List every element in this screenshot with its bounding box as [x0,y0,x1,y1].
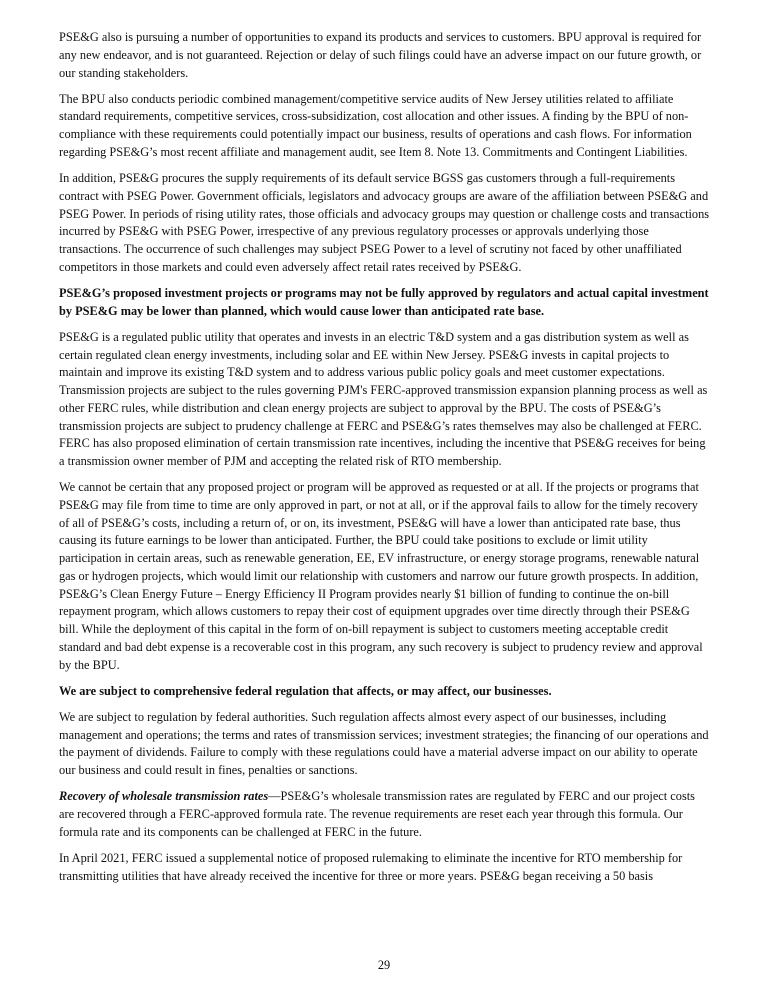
paragraph-transmission-rates [59,788,711,841]
lead-in-transmission-rates: Recovery of wholesale transmission rates [59,789,269,804]
paragraph-ferc-rulemaking: In April 2021, FERC issued a supplemental notice of proposed rulemaking to eliminate the incentive for RTO membership for transmitting utilities that have already received the incentive for three or more years. PSE&G began receiving a 50 basis [59,851,683,883]
page-number: 29 [377,958,391,972]
paragraph-federal-authorities: We are subject to regulation by federal authorities. Such regulation affects almost every aspect of our businesses, including management and operations; the terms and rates of transmission services; investment strategies; the financing of our operations and the payment of dividends. Failure to comply with these regulations could have a material adverse impact on our ability to operate our business and could result in fines, penalties or sanctions. [59,709,709,778]
heading-federal-regulation: We are subject to comprehensive federal regulation that affects, or may affect, our businesses. [59,683,552,698]
paragraph-project-approval: We cannot be certain that any proposed project or program will be approved as requested or at all. If the projects or programs that PSE&G may file from time to time are only approved in part, or not at all, or if the approval fails to allow for the timely recovery of all of PSE&G’s costs, including a return of, or on, its investment, PSE&G will have a lower than anticipated rate base, thus causing its future earnings to be lower than anticipated. Further, the BPU could take positions to exclude or limit utility participation in certain areas, such as renewable generation, EE, EV infrastructure, or energy storage programs, renewable natural gas or hydrogen projects, which would limit our relationship with customers and narrow our future growth prospects. In addition, PSE&G’s Clean Energy Future – Energy Efficiency II Program provides nearly $1 billion of funding to continue the on-bill repayment program, which allows customers to repay their cost of equipment upgrades over time directly through their PSE&G bill. While the deployment of this capital in the form of on-bill repayment is subject to customers meeting acceptable credit standard and bad debt expense is a recoverable cost in this program, any such recovery is subject to prudency review and approval by the BPU. [59,480,703,672]
document-page [59,29,711,894]
transmission-rates-body: —PSE&G’s wholesale transmission rates are regulated by FERC and our project costs are recovered through a FERC-approved formula rate. The revenue requirements are reset each year through this formula. Our formula rate and its components can be challenged at FERC in the future. [59,789,695,839]
heading-investment-projects: PSE&G’s proposed investment projects or programs may not be fully approved by regulators and actual capital investment by PSE&G may be lower than planned, which would cause lower than anticipated rate base. [59,285,709,318]
paragraph-regulated-utility: PSE&G is a regulated public utility that operates and invests in an electric T&D system and a gas distribution system as well as certain regulated clean energy investments, including solar and EE within New Jersey. PSE&G invests in capital projects to maintain and improve its existing T&D system and to address various public policy goals and meet customer expectations. Transmission projects are subject to the rules governing PJM's FERC-approved transmission expansion planning process as well as other FERC rules, while distribution and clean energy projects are subject to approval by the BPU. The costs of PSE&G’s transmission projects are subject to prudency challenge at FERC and PSE&G’s rates themselves may also be challenged at FERC. FERC has also proposed elimination of certain transmission rate incentives, including the incentive that PSE&G receives for being a transmission owner member of PJM and accepting the related risk of RTO membership. [59,329,708,469]
paragraph-bpu-approval: PSE&G also is pursuing a number of opportunities to expand its products and services to customers. BPU approval is required for any new endeavor, and is not guaranteed. Rejection or delay of such filings could have an adverse impact on our future growth, or our standing stakeholders. [59,30,702,80]
paragraph-bpu-audits: The BPU also conducts periodic combined management/competitive service audits of New Jersey utilities related to affiliate standard requirements, competitive services, cross-subsidization, cost allocation and other issues. A finding by the BPU of non-compliance with these requirements could potentially impact our business, results of operations and cash flows. For information regarding PSE&G’s most recent affiliate and management audit, see Item 8. Note 13. Commitments and Contingent Liabilities. [59,91,692,159]
paragraph-bgss-supply: In addition, PSE&G procures the supply requirements of its default service BGSS gas customers through a full-requirements contract with PSEG Power. Government officials, legislators and advocacy groups are aware of the affiliation between PSE&G and PSEG Power. In periods of rising utility rates, those officials and advocacy groups may question or challenge costs and transactions incurred by PSE&G with PSEG Power, irrespective of any previous regulatory processes or approvals underlying those transactions. The occurrence of such challenges may subject PSEG Power to a level of scrutiny not faced by other unaffiliated competitors in those markets and could even adversely affect retail rates received by PSE&G. [59,171,710,274]
